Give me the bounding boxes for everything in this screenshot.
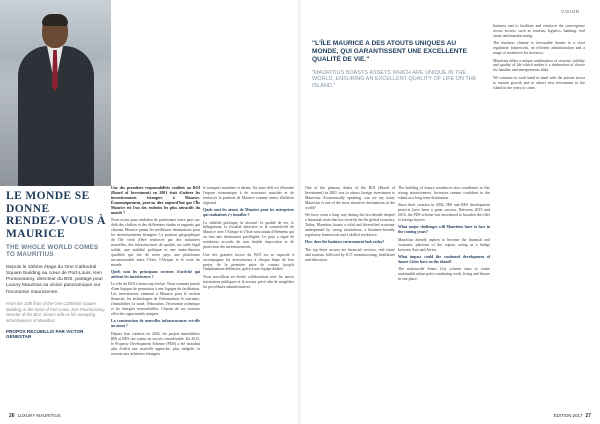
interview-question: Quels sont les atouts de Maurice pour les entreprises qui souhaitent s'y installer ? (203, 208, 294, 218)
page-number-right: 27 (585, 413, 591, 419)
text-column-5 (493, 24, 585, 93)
body-paragraph: Nous travaillons en étroite collaboration avec les autres institutions publiques et le secteur privé afin de simplifier les procédures administratives. (203, 274, 294, 289)
interview-question: La construction de nouvelles infrastructures est-elle un atout ? (111, 319, 200, 329)
body-paragraph: The business climate is favourable thanks to a clear regulatory framework, an efficient administration and a range of incentives for investors. (493, 41, 585, 56)
portrait-photo (0, 0, 111, 186)
article-title: LE MONDE SE DONNE RENDEZ-VOUS À MAURICE (6, 190, 106, 240)
author-credit: PROPOS RECUEILLIS PAR VICTOR GENESTAR (6, 329, 84, 340)
text-column-2 (203, 186, 294, 292)
body-paragraph: Depuis leur création en 2002, les projets immobiliers IRS et RES ont connu un succès considérable. En 2015, le Property Development Scheme (PDS) a été introduit afin d'offrir une nouvelle approche, plus intégrée, et ouverte aux acheteurs étrangers. (111, 331, 200, 356)
body-paragraph: Une des premières responsabilités confiées au BOI (Board of Investment) en 2001 était d'attirer les investissements étrangers à Maurice. Économiquement, peut-on dire aujourd'hui que l'Île Maurice est l'un des endroits les plus attractifs du monde ? (111, 186, 200, 215)
text-column-3 (305, 186, 395, 265)
body-paragraph: le transport maritime et aérien. Un autre défi est d'étendre l'espace économique à de nouveaux marchés et de renforcer la position de Maurice comme centre d'affaires régional. (203, 186, 294, 205)
text-column-4 (398, 186, 490, 285)
body-paragraph: Nous avons pour ambition de positionner notre pays au-delà des chiffres et des différentes études et rapports qui classent Maurice parmi les meilleures destinations pour les investissements étrangers. La position géographique de l'île vient d'être renforcée par des initiatives nouvelles, des infrastructures de qualité, un cadre légal solide, une stabilité politique et une main-d'œuvre qualifiée qui fait de notre pays une plateforme incontournable entre l'Asie, l'Afrique et le reste du monde. (111, 218, 200, 267)
interview-question: What major challenges will Mauritius have to face in the coming years? (398, 225, 490, 235)
body-paragraph: Une des grandes forces du BOI est sa capacité à accompagner les investisseurs à chaque étape de leur projet, de la première prise de contact jusqu'à l'implantation définitive, grâce à une équipe dédiée. (203, 252, 294, 272)
body-paragraph: We continue to work hand in hand with the private sector to sustain growth and to attract new investment to the island in the years to come. (493, 75, 585, 90)
page-gutter (298, 0, 302, 424)
edition-label: ÉDITION 2017 (553, 413, 583, 418)
pull-quote-english: "MAURITIUS BOASTS ASSETS WHICH ARE UNIQUE IN THE WORLD, ENSURING AN EXCELLENT QUALITY OF LIFE ON THE ISLAND." (312, 69, 477, 90)
page-number-left: 26 (9, 413, 15, 419)
body-paragraph: business and to facilitate and reinforce the convergence across sectors, such as tourism, logistics, banking, real estate and manufacturing. (493, 24, 585, 38)
interview-question: What impact could the continued development of Smart Cities have on the island? (398, 255, 490, 264)
article-subtitle: THE WHOLE WORLD COMES TO MAURITIUS (6, 244, 99, 259)
body-paragraph: The nationwide Smart City scheme aims to create sustainable urban poles combining work, living and leisure in one place. (398, 267, 490, 282)
intro-french: Depuis le 10ème étage du One Cathedral Square Building au cœur de Port-Louis, Ken Poonoosamy, directeur du BOI, partage pour Luxury Mauritius sa vision panoramique sur l'économie mauricienne. (6, 264, 103, 295)
body-paragraph: We have come a long way during the last decade despite a financial crisis that has severely hit the global economy. Today, Mauritius boasts a solid and diversified economy underpinned by strong institutions, a business-friendly regulatory framework and a skilled workforce. (305, 213, 395, 237)
article-title-block (6, 190, 106, 339)
folio-left (6, 413, 61, 419)
body-paragraph: The building of luxury residences also contributes to this strong attractiveness. Investors remain confident in the island as a long term destination. (398, 186, 490, 200)
pull-quote (312, 40, 484, 90)
body-paragraph: Le rôle du BOI a beaucoup évolué. Nous sommes passés d'une logique de promotion à une logique de facilitation. Les investisseurs viennent à Maurice pour le secteur financier, les technologies de l'information, le tourisme, l'immobilier, la santé, l'éducation, l'économie océanique et les énergies renouvelables. Chacun de ces secteurs offre des opportunités uniques. (111, 282, 200, 317)
body-paragraph: La stabilité politique, la sécurité, la qualité de vie, le bilinguisme, la fiscalité attractive et la connectivité de Maurice avec l'Afrique et l'Asie sont autant d'éléments qui en font une destination privilégiée. Le pays a signé de nombreux accords de non double imposition et de protection des investissements. (203, 220, 294, 250)
body-paragraph: Mauritius offers a unique combination of security, stability and quality of life which makes it a destination of choice for families and entrepreneurs alike. (493, 58, 585, 73)
interview-question: Quels sont les principaux secteurs d'activité qui attirent les investisseurs ? (111, 270, 200, 279)
intro-english: From the 10th floor of the One Cathedral Square Building, in the heart of Port-Louis, Ken Poonoosamy, Director of the BOI, shares with us his sweeping attractiveness of Mauritius. (6, 301, 106, 323)
body-paragraph: Since their creation in 2002, IRS and RES development projects have been a great success. Between 2015 and 2016, the PDS scheme was introduced to broaden the offer to foreign buyers. (398, 203, 490, 223)
body-paragraph: The top three sectors are financial services, real estate and tourism, followed by ICT, manufacturing, healthcare and education. (305, 247, 395, 262)
magazine-name: LUXURY MAURITIUS (17, 413, 61, 418)
pull-quote-french: "L'ÎLE MAURICE A DES ATOUTS UNIQUES AU MONDE, QUI GARANTISSENT UNE EXCELLENTE QUALITÉ DE VIE." (312, 40, 467, 64)
section-tag: VISION (561, 9, 580, 14)
interview-question: How does the business environment look today? (305, 240, 385, 245)
folio-right (554, 413, 594, 419)
body-paragraph: Mauritius already aspires to become the financial and economic platform of the region, acting as a bridge between Asia and Africa. (398, 237, 490, 252)
body-paragraph: One of the primary duties of the BOI (Board of Investment) in 2001 was to attract foreign investment to Mauritius. Economically speaking, can we say today Mauritius is one of the most attractive destinations in the world? (305, 186, 395, 210)
text-column-1 (111, 186, 200, 359)
